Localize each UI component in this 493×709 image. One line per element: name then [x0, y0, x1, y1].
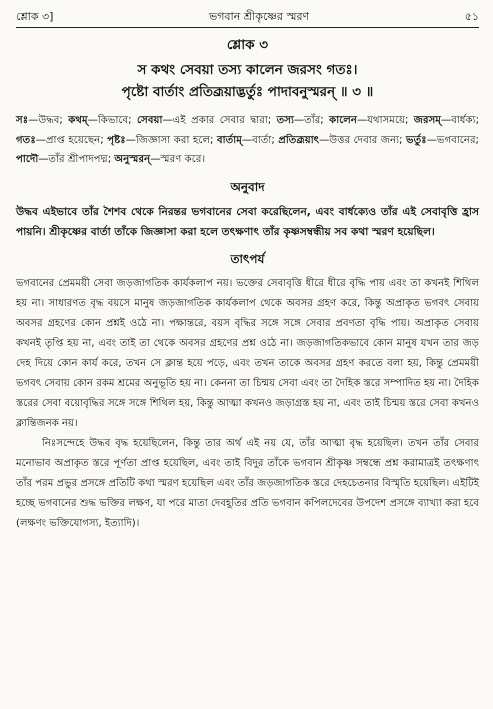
synonym-word: পাদৌ — [16, 154, 39, 165]
synonym-meaning: —তাঁর; — [293, 115, 330, 126]
page-number: ৫১ — [464, 10, 479, 23]
chapter-title: ভগবান শ্রীকৃষ্ণের স্মরণ — [209, 10, 310, 23]
purport-paragraph-1: ভগবানের প্রেমময়ী সেবা জড়জাগতিক কার্যকলাপ নয়। ভক্তের সেবাবৃত্তি ধীরে ধীরে বৃদ্ধি পায় এবং তা কখনই শিথিল হয় না। সাধারণত বৃদ্ধ বয়সে মানুষ জড়জাগতিক কার্যকলাপ থেকে অবসর গ্রহণ করে, কিন্তু অপ্রাকৃত ভগবৎ সেবায় অবসর গ্রহণের কোন প্রশ্নই ওঠে না। পক্ষান্তরে, বয়স বৃদ্ধির সঙ্গে সঙ্গে সেবার প্রবণতা বৃদ্ধি পায়। অপ্রাকৃত সেবায় কখনই তৃপ্তি হয় না, এবং তাই তা থেকে অবসর গ্রহণের প্রশ্ন ওঠে না। জড়জাগতিকভাবে কোন মানুষ যখন তার জড় দেহ দিয়ে কোন কার্য করে, তখন সে ক্লান্ত হয়ে পড়ে, এবং তখন তাকে অবসর গ্রহণ করতে বলা হয়, কিন্তু প্রেমময়ী ভগবৎ সেবায় কোন রকম শ্রমের অনুভূতি হয় না। কেননা তা চিন্ময় সেবা এবং তা দৈহিক স্তরে সম্পাদিত হয় না। দৈহিক স্তরের সেবা বয়োবৃদ্ধির সঙ্গে সঙ্গে শিথিল হয়, কিন্তু আত্মা কখনও জড়াগ্রস্ত হয় না, এবং তাই চিন্ময় স্তরে সেবা কখনও ক্লান্তিজনক নয়। — [16, 277, 479, 429]
word-for-word-synonyms — [16, 111, 479, 170]
synonym-word: সঃ — [16, 115, 29, 126]
verse-reference: শ্লোক ৩] — [16, 10, 54, 23]
synonym-word: কালেন — [329, 115, 357, 126]
synonym-meaning: —উদ্ধব; — [28, 115, 69, 126]
synonym-meaning: —ভগবানের; — [426, 134, 479, 146]
synonym-meaning: —স্মরণ করে। — [150, 154, 206, 165]
synonym-word: গতঃ — [16, 134, 36, 146]
header-rule — [16, 27, 479, 28]
synonym-meaning: —প্রাপ্ত হয়েছেন; — [35, 134, 108, 146]
synonym-meaning: —বার্ধক্য; — [440, 115, 480, 126]
synonym-meaning: —কিভাবে; — [87, 115, 137, 126]
synonym-meaning: —এই প্রকার সেবার দ্বারা; — [162, 115, 277, 126]
synonym-meaning: —বার্তা; — [241, 134, 279, 146]
verse-line-2: পৃষ্টো বার্তাং প্রতিব্রূয়াদ্ভর্তুঃ পাদাবনুস্মরন্ ॥ ৩ ॥ — [121, 84, 374, 100]
synonym-word: অনুস্মরন্ — [114, 154, 151, 165]
book-page — [16, 8, 479, 534]
synonym-word: বার্তাম্ — [217, 134, 242, 146]
running-head — [16, 8, 479, 24]
purport-title: তাৎপর্য — [230, 251, 265, 266]
synonym-word: তস্য — [276, 115, 294, 126]
synonym-word: ভর্তুঃ — [406, 134, 427, 146]
translation-title: অনুবাদ — [230, 179, 265, 194]
synonym-meaning: —যথাসময়ে; — [356, 115, 414, 126]
synonym-meaning: —তাঁর শ্রীপাদপদ্ম; — [38, 154, 115, 165]
verse-heading: শ্লোক ৩ — [226, 37, 269, 53]
synonym-word: সেবয়া — [136, 115, 163, 126]
synonym-word: জরসম্ — [413, 115, 441, 126]
purport — [16, 274, 479, 534]
purport-paragraph-2: নিঃসন্দেহে উদ্ধব বৃদ্ধ হয়েছিলেন, কিন্তু তার অর্থ এই নয় যে, তাঁর আত্মা বৃদ্ধ হয়েছিল। তখন তাঁর সেবার মনোভাব অপ্রাকৃত স্তরে পূর্ণতা প্রাপ্ত হয়েছিল, এবং তাই বিদুর তাঁকে ভগবান শ্রীকৃষ্ণ সম্বন্ধে প্রশ্ন করামাত্রই তৎক্ষণাৎ তাঁর পরম প্রভুর প্রসঙ্গে প্রতিটি কথা স্মরণ হয়েছিল এবং তাঁর জড়জাগতিক স্তরে দেহচেতনার বিস্মৃতি হয়েছিল। এইটিই হচ্ছে ভগবানের শুদ্ধ ভক্তির লক্ষণ, যা পরে মাতা দেবহূতির প্রতি ভগবান কপিলদেবের উপদেশ প্রসঙ্গে ব্যাখ্যা করা হবে (লক্ষণং ভক্তিযোগস্য, ইত্যাদি)। — [16, 437, 479, 529]
synonym-word: প্রতিব্রূয়াৎ — [278, 134, 320, 146]
synonym-word: পৃষ্টঃ — [107, 134, 126, 146]
synonym-word: কথম্ — [68, 115, 88, 126]
translation-text: উদ্ধব এইভাবে তাঁর শৈশব থেকে নিরন্তর ভগবানের সেবা করেছিলেন, এবং বার্ধক্যেও তাঁর এই সেবাবৃত্তি হ্রাস পায়নি। শ্রীকৃষ্ণের বার্তা তাঁকে জিজ্ঞাসা করা হলে তৎক্ষণাৎ তাঁর কৃষ্ণসম্বন্ধীয় সব কথা স্মরণ হয়েছিল। — [16, 205, 479, 238]
synonym-meaning: —উত্তর দেবার জন্য; — [319, 134, 407, 146]
synonym-meaning: —জিজ্ঞাসা করা হলে; — [125, 134, 218, 146]
verse-line-1: স কথং সেবয়া তস্য কালেন জরসং গতঃ। — [137, 62, 358, 78]
